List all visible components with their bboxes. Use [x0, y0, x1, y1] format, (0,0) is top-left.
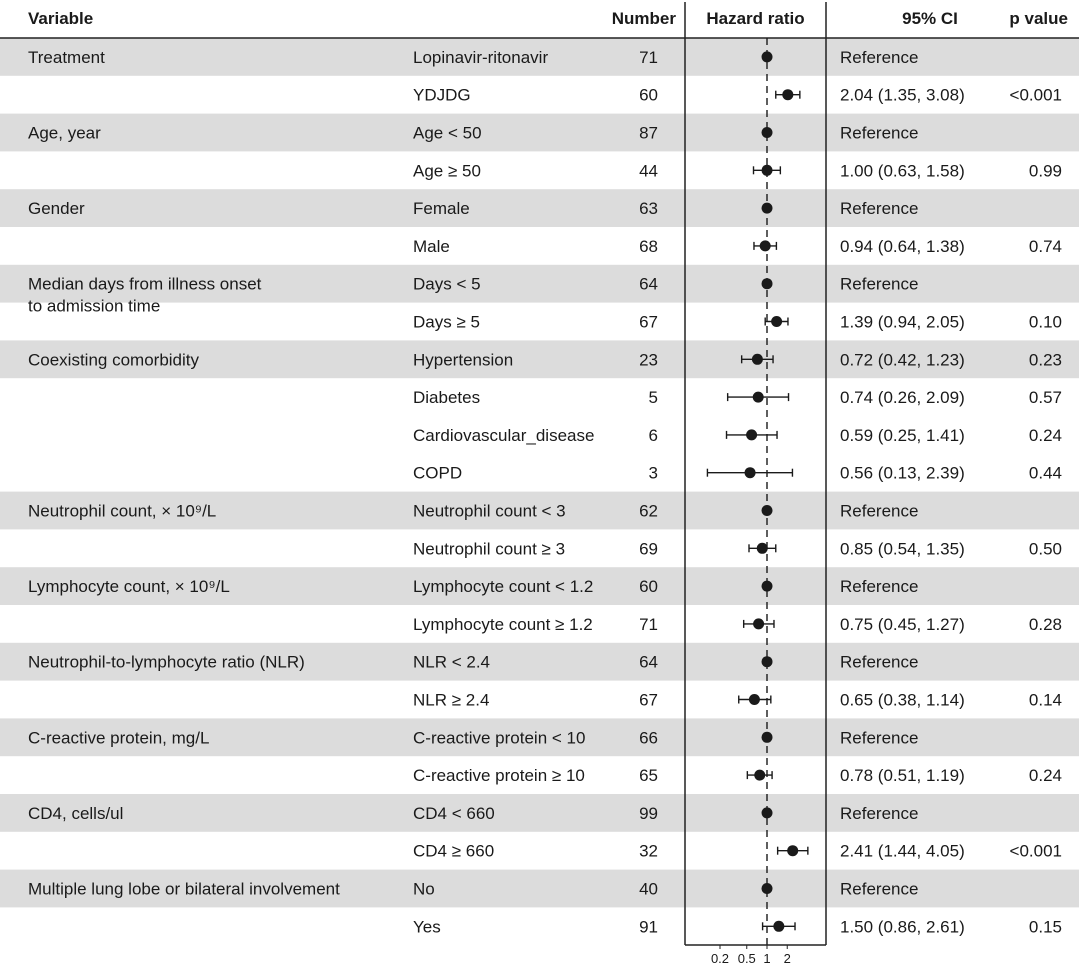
variable-label: Age, year [28, 123, 101, 143]
variable-label: to admission time [28, 296, 161, 316]
level-label: NLR < 2.4 [413, 652, 491, 672]
number-value: 87 [639, 123, 658, 143]
number-value: 6 [648, 425, 658, 445]
variable-label: Gender [28, 199, 85, 219]
hr-point [753, 618, 764, 629]
level-label: Age < 50 [413, 123, 482, 143]
number-value: 71 [639, 47, 658, 67]
hr-point [745, 467, 756, 478]
variable-label: Treatment [28, 47, 105, 67]
p-value: 0.15 [1028, 917, 1062, 937]
hr-point [753, 392, 764, 403]
level-label: Age ≥ 50 [413, 161, 481, 181]
number-value: 44 [639, 161, 658, 181]
number-value: 67 [639, 312, 658, 332]
p-value: 0.24 [1028, 766, 1062, 786]
ci-text: 0.94 (0.64, 1.38) [840, 236, 965, 256]
number-value: 32 [639, 841, 658, 861]
hr-point [787, 845, 798, 856]
hr-point [760, 240, 771, 251]
variable-label: Multiple lung lobe or bilateral involvement [28, 879, 340, 899]
x-tick-label: 1 [763, 951, 771, 965]
level-label: Cardiovascular_disease [413, 425, 595, 445]
number-value: 60 [639, 577, 658, 597]
p-value: 0.28 [1028, 614, 1062, 634]
hr-point [782, 89, 793, 100]
level-label: C-reactive protein < 10 [413, 728, 586, 748]
level-label: Lymphocyte count ≥ 1.2 [413, 614, 593, 634]
variable-label: Lymphocyte count, × 10⁹/L [28, 577, 230, 597]
number-value: 99 [639, 803, 658, 823]
ci-text: 2.04 (1.35, 3.08) [840, 85, 965, 105]
hr-point [754, 770, 765, 781]
ci-text: Reference [840, 274, 919, 294]
number-value: 40 [639, 879, 658, 899]
ci-text: 1.00 (0.63, 1.58) [840, 161, 965, 181]
number-value: 69 [639, 539, 658, 559]
level-label: COPD [413, 463, 463, 483]
number-value: 64 [639, 652, 658, 672]
number-value: 91 [639, 917, 658, 937]
header-ci: 95% CI [902, 9, 958, 28]
variable-label: CD4, cells/ul [28, 803, 124, 823]
p-value: 0.74 [1028, 236, 1062, 256]
x-tick-label: 0.2 [710, 951, 730, 965]
variable-label: Neutrophil-to-lymphocyte ratio (NLR) [28, 652, 305, 672]
hr-point [773, 921, 784, 932]
level-label: NLR ≥ 2.4 [413, 690, 490, 710]
number-value: 64 [639, 274, 658, 294]
ci-text: Reference [840, 199, 919, 219]
hr-point [771, 316, 782, 327]
ci-text: Reference [840, 47, 919, 67]
hr-point [752, 354, 763, 365]
ci-text: 1.39 (0.94, 2.05) [840, 312, 965, 332]
number-value: 3 [648, 463, 658, 483]
level-label: Male [413, 236, 450, 256]
header-hazard-ratio: Hazard ratio [706, 9, 805, 28]
header-number: Number [611, 9, 676, 28]
ci-text: Reference [840, 577, 919, 597]
variable-label: Neutrophil count, × 10⁹/L [28, 501, 217, 521]
number-value: 60 [639, 85, 658, 105]
hr-point [749, 694, 760, 705]
ci-text: 1.50 (0.86, 2.61) [840, 917, 965, 937]
ci-text: Reference [840, 501, 919, 521]
level-label: Days < 5 [413, 274, 481, 294]
number-value: 5 [648, 388, 658, 408]
ci-text: 0.65 (0.38, 1.14) [840, 690, 965, 710]
ci-text: 0.59 (0.25, 1.41) [840, 425, 965, 445]
ci-text: Reference [840, 728, 919, 748]
variable-label: Coexisting comorbidity [28, 350, 200, 370]
p-value: 0.44 [1028, 463, 1062, 483]
p-value: 0.57 [1028, 388, 1062, 408]
number-value: 66 [639, 728, 658, 748]
number-value: 68 [639, 236, 658, 256]
level-label: Days ≥ 5 [413, 312, 480, 332]
ci-text: Reference [840, 803, 919, 823]
ci-text: 0.56 (0.13, 2.39) [840, 463, 965, 483]
level-label: Neutrophil count ≥ 3 [413, 539, 566, 559]
variable-label: Median days from illness onset [28, 274, 262, 294]
p-value: 0.10 [1028, 312, 1062, 332]
level-label: CD4 ≥ 660 [413, 841, 495, 861]
level-label: Hypertension [413, 350, 514, 370]
level-label: YDJDG [413, 85, 471, 105]
ci-text: Reference [840, 652, 919, 672]
level-label: Diabetes [413, 388, 481, 408]
p-value: 0.99 [1028, 161, 1062, 181]
x-tick-label: 2 [783, 951, 791, 965]
number-value: 65 [639, 766, 658, 786]
ci-text: 0.78 (0.51, 1.19) [840, 766, 965, 786]
number-value: 62 [639, 501, 658, 521]
level-label: CD4 < 660 [413, 803, 495, 823]
ci-text: Reference [840, 123, 919, 143]
level-label: Lymphocyte count < 1.2 [413, 577, 594, 597]
p-value: 0.14 [1028, 690, 1062, 710]
level-label: Neutrophil count < 3 [413, 501, 566, 521]
p-value: 0.23 [1028, 350, 1062, 370]
variable-label: C-reactive protein, mg/L [28, 728, 210, 748]
level-label: No [413, 879, 435, 899]
x-tick-label: 0.5 [737, 951, 756, 965]
p-value: 0.24 [1028, 425, 1062, 445]
number-value: 67 [639, 690, 658, 710]
header-variable: Variable [28, 9, 94, 28]
ci-text: 0.85 (0.54, 1.35) [840, 539, 965, 559]
hr-point [746, 429, 757, 440]
level-label: Female [413, 199, 470, 219]
ci-text: 0.72 (0.42, 1.23) [840, 350, 965, 370]
p-value: <0.001 [1009, 85, 1062, 105]
hr-point [757, 543, 768, 554]
p-value: 0.50 [1028, 539, 1062, 559]
level-label: Yes [413, 917, 441, 937]
header-p-value: p value [1009, 9, 1068, 28]
ci-text: 0.74 (0.26, 2.09) [840, 388, 965, 408]
ci-text: 2.41 (1.44, 4.05) [840, 841, 965, 861]
level-label: C-reactive protein ≥ 10 [413, 766, 585, 786]
number-value: 63 [639, 199, 658, 219]
level-label: Lopinavir-ritonavir [413, 47, 549, 67]
p-value: <0.001 [1009, 841, 1062, 861]
number-value: 23 [639, 350, 658, 370]
ci-text: 0.75 (0.45, 1.27) [840, 614, 965, 634]
ci-text: Reference [840, 879, 919, 899]
number-value: 71 [639, 614, 658, 634]
